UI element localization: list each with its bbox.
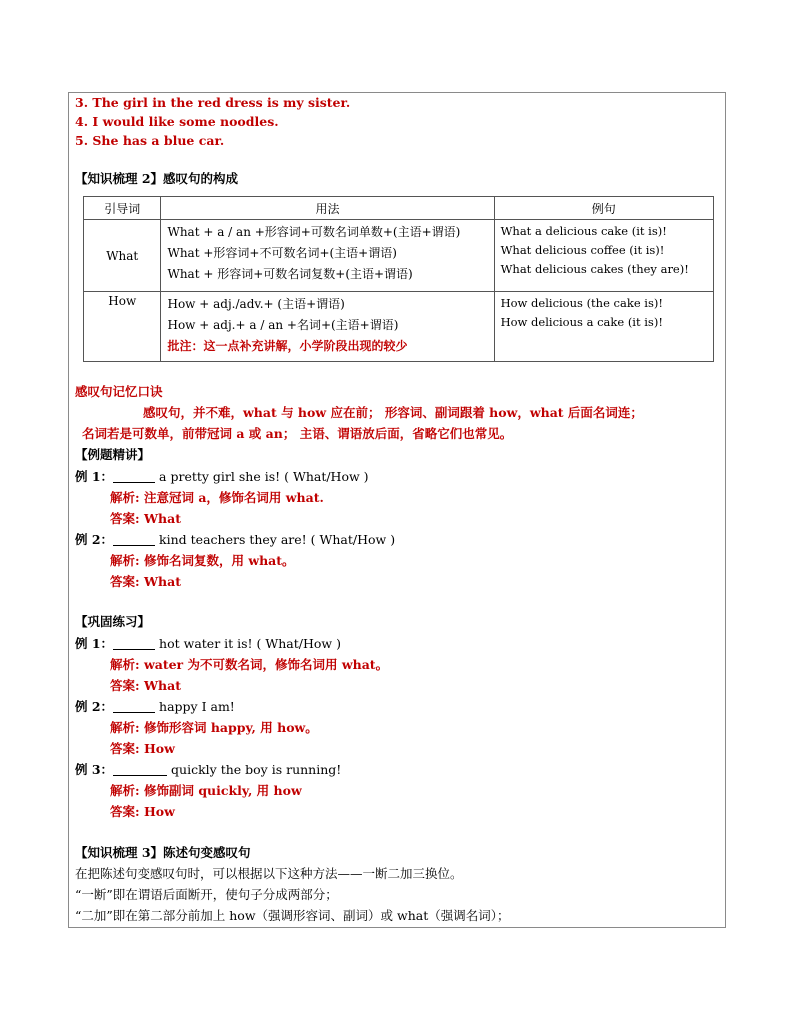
mnemonic-line-1: 感叹句，并不难，what 与 how 应在前； 形容词、副词跟着 how，what 后面名词连；	[143, 405, 643, 420]
usage-line: How + adj.+ a / an +名词+(主语+谓语)	[167, 318, 399, 332]
practice-analysis: 解析: 修饰副词 quickly, 用 how	[110, 783, 302, 798]
mnemonic-title: 感叹句记忆口诀	[75, 384, 163, 399]
exclamation-structure-table	[83, 196, 714, 362]
usage-cell	[161, 220, 494, 292]
answer-blank[interactable]	[113, 700, 155, 713]
example-line: What delicious cakes (they are)!	[500, 262, 689, 276]
section3-line: “一断”即在谓语后面断开，使句子分成两部分；	[75, 887, 338, 902]
example-answer: 答案: What	[110, 511, 181, 526]
table-header-row	[84, 197, 714, 220]
usage-line: What + 形容词+可数名词复数+(主语+谓语)	[167, 267, 413, 281]
practice-answer: 答案: How	[110, 741, 175, 756]
lead-word: How	[84, 292, 161, 362]
usage-cell	[161, 292, 494, 362]
answer-blank[interactable]	[113, 470, 155, 483]
answer-blank[interactable]	[113, 637, 155, 650]
teacher-note: 批注：这一点补充讲解，小学阶段出现的较少	[167, 339, 408, 353]
answer-blank[interactable]	[113, 763, 167, 776]
practice-question: 例 3： quickly the boy is running!	[75, 762, 342, 777]
section3-line: 在把陈述句变感叹句时，可以根据以下这种方法——一断二加三换位。	[75, 866, 463, 881]
practice-title: 【巩固练习】	[75, 614, 151, 629]
lead-word: What	[84, 220, 161, 292]
example-analysis: 解析: 注意冠词 a，修饰名词用 what.	[110, 490, 324, 505]
section3-title: 【知识梳理 3】陈述句变感叹句	[75, 845, 251, 860]
header-lead: 引导词	[84, 197, 161, 220]
examples-title: 【例题精讲】	[75, 447, 151, 462]
table-row	[84, 292, 714, 362]
practice-answer: 答案: What	[110, 678, 181, 693]
example-question: 例 2： kind teachers they are! ( What/How )	[75, 532, 396, 547]
section2-title: 【知识梳理 2】感叹句的构成	[75, 171, 239, 186]
header-usage: 用法	[161, 197, 494, 220]
example-cell	[494, 220, 713, 292]
mnemonic-line-2: 名词若是可数单，前带冠词 a 或 an； 主语、谓语放后面，省略它们也常见。	[82, 426, 513, 441]
sentence-4: 4. I would like some noodles.	[75, 114, 279, 129]
example-analysis: 解析: 修饰名词复数，用 what。	[110, 553, 295, 568]
practice-answer: 答案: How	[110, 804, 175, 819]
example-question: 例 1： a pretty girl she is! ( What/How )	[75, 469, 369, 484]
usage-line: How + adj./adv.+ (主语+谓语)	[167, 297, 345, 311]
example-line: How delicious (the cake is)!	[500, 296, 663, 310]
example-answer: 答案: What	[110, 574, 181, 589]
sentence-5: 5. She has a blue car.	[75, 133, 225, 148]
practice-analysis: 解析: 修饰形容词 happy, 用 how。	[110, 720, 318, 735]
answer-blank[interactable]	[113, 533, 155, 546]
practice-question: 例 2： happy I am!	[75, 699, 235, 714]
header-example: 例句	[494, 197, 713, 220]
sentence-3: 3. The girl in the red dress is my sister.	[75, 95, 351, 110]
usage-line: What + a / an +形容词+可数名词单数+(主语+谓语)	[167, 225, 461, 239]
usage-line: What +形容词+不可数名词+(主语+谓语)	[167, 246, 397, 260]
example-line: How delicious a cake (it is)!	[500, 315, 663, 329]
table-row	[84, 220, 714, 292]
section3-line: “二加”即在第二部分前加上 how（强调形容词、副词）或 what（强调名词）；	[75, 908, 510, 923]
example-line: What a delicious cake (it is)!	[500, 224, 667, 238]
example-line: What delicious coffee (it is)!	[500, 243, 665, 257]
example-cell	[494, 292, 713, 362]
practice-question: 例 1： hot water it is! ( What/How )	[75, 636, 341, 651]
practice-analysis: 解析: water 为不可数名词，修饰名词用 what。	[110, 657, 389, 672]
